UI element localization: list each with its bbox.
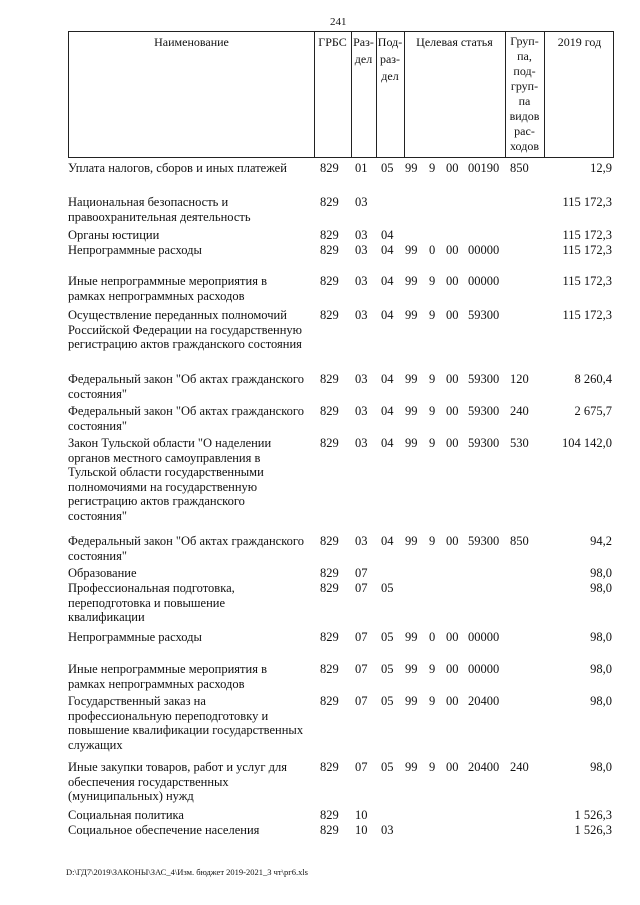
- row-name-line: полномочиями на государственную: [68, 479, 258, 494]
- cell-rz: 07: [355, 566, 368, 580]
- cell-amount: 8 260,4: [574, 372, 612, 386]
- cell-grbs: 829: [320, 630, 339, 644]
- row-name: [68, 808, 313, 823]
- cell-t2: 9: [429, 760, 436, 774]
- cell-grbs: 829: [320, 436, 339, 450]
- cell-pr: 04: [381, 228, 394, 242]
- row-name-line: Непрограммные расходы: [68, 630, 202, 644]
- file-path-footer: D:\ГД7\2019\ЗАКОНЫ\ЗАС_4\Изм. бюджет 2019-2021_3 чт\рг6.xls: [66, 867, 308, 877]
- cell-pr: 05: [381, 581, 394, 595]
- cell-t3: 00: [446, 662, 459, 676]
- cell-t4: 20400: [468, 760, 500, 774]
- header-vid-line: па,: [517, 49, 532, 63]
- header-year: 2019 год: [557, 35, 602, 49]
- row-name-line: рамках непрограммных расходов: [68, 676, 245, 691]
- cell-grbs: 829: [320, 823, 339, 837]
- row-name: [68, 195, 313, 224]
- row-name: [68, 581, 313, 625]
- row-name: [68, 630, 313, 645]
- row-name-line: состояния": [68, 418, 127, 433]
- page-number: 241: [330, 16, 347, 28]
- cell-t1: 99: [405, 760, 418, 774]
- header-podrazdel-line: дел: [381, 69, 399, 83]
- cell-amount: 98,0: [590, 662, 612, 676]
- cell-rz: 03: [355, 274, 368, 288]
- cell-amount: 104 142,0: [562, 436, 612, 450]
- row-name: [68, 760, 313, 804]
- header-podrazdel-line: Под-: [377, 35, 403, 49]
- cell-pr: 04: [381, 534, 394, 548]
- row-name: [68, 161, 313, 176]
- cell-pr: 05: [381, 694, 394, 708]
- row-name-line: Образование: [68, 566, 137, 580]
- cell-amount: 98,0: [590, 630, 612, 644]
- cell-pr: 04: [381, 436, 394, 450]
- cell-amount: 1 526,3: [574, 808, 612, 822]
- cell-vr: 240: [510, 760, 529, 774]
- cell-amount: 12,9: [590, 161, 612, 175]
- cell-grbs: 829: [320, 274, 339, 288]
- header-podrazdel-line: раз-: [379, 52, 401, 66]
- row-name: [68, 694, 313, 752]
- cell-amount: 115 172,3: [562, 274, 612, 288]
- row-name-line: профессиональную переподготовку и: [68, 708, 269, 723]
- cell-rz: 07: [355, 760, 368, 774]
- header-vid: [505, 34, 544, 154]
- cell-grbs: 829: [320, 404, 339, 418]
- cell-t2: 9: [429, 161, 436, 175]
- row-name: [68, 534, 313, 563]
- row-name: [68, 662, 313, 691]
- cell-grbs: 829: [320, 308, 339, 322]
- cell-t2: 0: [429, 243, 436, 257]
- cell-grbs: 829: [320, 662, 339, 676]
- cell-amount: 115 172,3: [562, 308, 612, 322]
- cell-t4: 59300: [468, 436, 500, 450]
- row-name-line: органов местного самоуправления в: [68, 450, 261, 465]
- header-vid-line: ходов: [510, 139, 539, 153]
- table-header: [68, 31, 614, 158]
- cell-pr: 05: [381, 630, 394, 644]
- cell-t1: 99: [405, 243, 418, 257]
- row-name-line: Уплата налогов, сборов и иных платежей: [68, 161, 287, 175]
- row-name-line: рамках непрограммных расходов: [68, 288, 245, 303]
- cell-vr: 120: [510, 372, 529, 386]
- cell-rz: 03: [355, 228, 368, 242]
- cell-t3: 00: [446, 308, 459, 322]
- cell-t2: 9: [429, 372, 436, 386]
- cell-amount: 115 172,3: [562, 228, 612, 242]
- row-name-line: Иные непрограммные мероприятия в: [68, 662, 267, 676]
- cell-pr: 04: [381, 274, 394, 288]
- cell-amount: 98,0: [590, 581, 612, 595]
- cell-t1: 99: [405, 274, 418, 288]
- cell-t4: 00000: [468, 243, 500, 257]
- row-name-line: Иные закупки товаров, работ и услуг для: [68, 760, 288, 774]
- row-name-line: состояния": [68, 386, 127, 401]
- cell-t2: 9: [429, 274, 436, 288]
- row-name-line: Осуществление переданных полномочий: [68, 308, 287, 322]
- row-name-line: Национальная безопасность и: [68, 195, 229, 209]
- cell-t1: 99: [405, 404, 418, 418]
- row-name-line: Тульской области государственными: [68, 465, 264, 480]
- cell-t3: 00: [446, 630, 459, 644]
- row-name-line: Органы юстиции: [68, 228, 160, 242]
- row-name: [68, 228, 313, 243]
- row-name-line: Социальное обеспечение населения: [68, 823, 260, 837]
- cell-grbs: 829: [320, 760, 339, 774]
- cell-t3: 00: [446, 243, 459, 257]
- header-target: Целевая статья: [416, 35, 493, 49]
- cell-rz: 10: [355, 808, 368, 822]
- header-razdel: [351, 34, 376, 68]
- row-name-line: Иные непрограммные мероприятия в: [68, 274, 267, 288]
- row-name-line: Федеральный закон "Об актах гражданского: [68, 404, 304, 418]
- cell-t3: 00: [446, 161, 459, 175]
- header-vid-line: рас-: [514, 124, 535, 138]
- cell-grbs: 829: [320, 694, 339, 708]
- cell-amount: 2 675,7: [574, 404, 612, 418]
- cell-amount: 98,0: [590, 566, 612, 580]
- cell-t3: 00: [446, 694, 459, 708]
- row-name-line: квалификации: [68, 610, 145, 625]
- header-podrazdel: [376, 34, 404, 85]
- row-name: [68, 823, 313, 838]
- cell-rz: 03: [355, 243, 368, 257]
- cell-t4: 00000: [468, 662, 500, 676]
- cell-t3: 00: [446, 436, 459, 450]
- row-name-line: Непрограммные расходы: [68, 243, 202, 257]
- header-vid-line: груп-: [510, 79, 539, 93]
- cell-rz: 03: [355, 372, 368, 386]
- header-grbs: ГРБС: [318, 35, 347, 49]
- cell-t3: 00: [446, 404, 459, 418]
- cell-rz: 03: [355, 308, 368, 322]
- cell-t4: 20400: [468, 694, 500, 708]
- header-vid-line: видов: [509, 109, 540, 123]
- cell-t2: 9: [429, 308, 436, 322]
- row-name-line: Закон Тульской области "О наделении: [68, 436, 272, 450]
- cell-grbs: 829: [320, 161, 339, 175]
- row-name-line: Социальная политика: [68, 808, 184, 822]
- cell-grbs: 829: [320, 581, 339, 595]
- cell-vr: 530: [510, 436, 529, 450]
- row-name: [68, 404, 313, 433]
- cell-t3: 00: [446, 760, 459, 774]
- cell-rz: 07: [355, 630, 368, 644]
- cell-pr: 05: [381, 662, 394, 676]
- cell-grbs: 829: [320, 228, 339, 242]
- cell-pr: 05: [381, 161, 394, 175]
- header-vid-line: Груп-: [510, 34, 539, 48]
- cell-amount: 98,0: [590, 694, 612, 708]
- header-razdel-line: Раз-: [353, 35, 374, 49]
- cell-t4: 59300: [468, 308, 500, 322]
- cell-rz: 07: [355, 694, 368, 708]
- cell-t1: 99: [405, 630, 418, 644]
- row-name-line: Федеральный закон "Об актах гражданского: [68, 534, 304, 548]
- row-name-line: повышение квалификации государственных: [68, 723, 304, 738]
- header-razdel-line: дел: [354, 52, 373, 66]
- row-name-line: регистрацию актов гражданского состояния: [68, 337, 302, 352]
- row-name-line: Российской Федерации на государственную: [68, 322, 302, 337]
- cell-pr: 04: [381, 308, 394, 322]
- cell-t2: 0: [429, 630, 436, 644]
- cell-grbs: 829: [320, 372, 339, 386]
- cell-rz: 03: [355, 436, 368, 450]
- cell-t1: 99: [405, 662, 418, 676]
- cell-t4: 59300: [468, 372, 500, 386]
- header-vid-line: под-: [513, 64, 536, 78]
- cell-t1: 99: [405, 372, 418, 386]
- header-vid-line: па: [518, 94, 531, 108]
- cell-t1: 99: [405, 694, 418, 708]
- row-name: [68, 566, 313, 581]
- cell-t2: 9: [429, 436, 436, 450]
- row-name: [68, 436, 313, 524]
- cell-grbs: 829: [320, 566, 339, 580]
- row-name-line: состояния": [68, 548, 127, 563]
- cell-t1: 99: [405, 161, 418, 175]
- cell-vr: 850: [510, 534, 529, 548]
- cell-t3: 00: [446, 274, 459, 288]
- cell-t2: 9: [429, 662, 436, 676]
- cell-pr: 05: [381, 760, 394, 774]
- cell-pr: 03: [381, 823, 394, 837]
- cell-rz: 10: [355, 823, 368, 837]
- cell-t2: 9: [429, 404, 436, 418]
- row-name: [68, 274, 313, 303]
- cell-t4: 00190: [468, 161, 500, 175]
- cell-grbs: 829: [320, 195, 339, 209]
- cell-grbs: 829: [320, 243, 339, 257]
- cell-t2: 9: [429, 534, 436, 548]
- cell-vr: 240: [510, 404, 529, 418]
- cell-grbs: 829: [320, 808, 339, 822]
- cell-t3: 00: [446, 534, 459, 548]
- row-name-line: (муниципальных) нужд: [68, 789, 194, 804]
- cell-rz: 03: [355, 404, 368, 418]
- row-name: [68, 243, 313, 258]
- cell-t4: 59300: [468, 404, 500, 418]
- cell-vr: 850: [510, 161, 529, 175]
- row-name: [68, 308, 313, 352]
- row-name-line: состояния": [68, 508, 127, 523]
- row-name-line: обеспечения государственных: [68, 774, 229, 789]
- row-name-line: Профессиональная подготовка,: [68, 581, 235, 595]
- cell-pr: 04: [381, 243, 394, 257]
- header-name: Наименование: [154, 35, 229, 49]
- cell-t1: 99: [405, 534, 418, 548]
- cell-rz: 03: [355, 195, 368, 209]
- cell-rz: 07: [355, 662, 368, 676]
- row-name-line: Государственный заказ на: [68, 694, 206, 708]
- cell-amount: 115 172,3: [562, 243, 612, 257]
- cell-pr: 04: [381, 372, 394, 386]
- cell-t1: 99: [405, 436, 418, 450]
- cell-pr: 04: [381, 404, 394, 418]
- row-name-line: переподготовка и повышение: [68, 595, 226, 610]
- row-name: [68, 372, 313, 401]
- cell-t3: 00: [446, 372, 459, 386]
- row-name-line: регистрацию актов гражданского: [68, 494, 245, 509]
- cell-amount: 115 172,3: [562, 195, 612, 209]
- cell-amount: 94,2: [590, 534, 612, 548]
- cell-rz: 01: [355, 161, 368, 175]
- row-name-line: Федеральный закон "Об актах гражданского: [68, 372, 304, 386]
- cell-rz: 03: [355, 534, 368, 548]
- cell-grbs: 829: [320, 534, 339, 548]
- cell-t4: 59300: [468, 534, 500, 548]
- cell-t1: 99: [405, 308, 418, 322]
- cell-amount: 98,0: [590, 760, 612, 774]
- cell-t4: 00000: [468, 274, 500, 288]
- row-name-line: служащих: [68, 737, 123, 752]
- cell-rz: 07: [355, 581, 368, 595]
- cell-t2: 9: [429, 694, 436, 708]
- cell-amount: 1 526,3: [574, 823, 612, 837]
- row-name-line: правоохранительная деятельность: [68, 209, 251, 224]
- cell-t4: 00000: [468, 630, 500, 644]
